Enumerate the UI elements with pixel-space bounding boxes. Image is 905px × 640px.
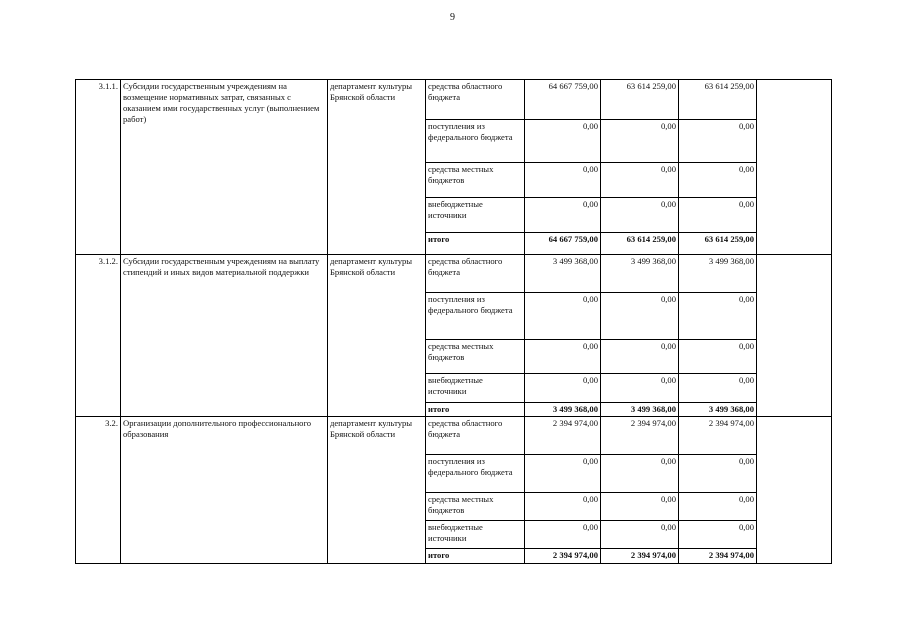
empty-cell (757, 417, 832, 564)
row-code: 3.1.1. (76, 80, 121, 255)
value-cell: 0,00 (525, 163, 601, 198)
value-cell: 3 499 368,00 (679, 255, 757, 293)
source-label: внебюджетные источники (426, 521, 525, 549)
value-cell: 0,00 (601, 521, 679, 549)
value-cell: 2 394 974,00 (679, 417, 757, 455)
row-executor: департамент культуры Брянской области (328, 255, 426, 417)
value-cell: 0,00 (525, 198, 601, 233)
value-cell: 0,00 (679, 521, 757, 549)
value-cell: 0,00 (601, 293, 679, 340)
source-label: средства областного бюджета (426, 417, 525, 455)
value-cell: 0,00 (525, 374, 601, 403)
source-label-total: итого (426, 403, 525, 417)
value-cell: 63 614 259,00 (601, 80, 679, 120)
empty-cell (757, 255, 832, 417)
row-code: 3.2. (76, 417, 121, 564)
total-value-cell: 2 394 974,00 (679, 549, 757, 564)
row-executor: департамент культуры Брянской области (328, 80, 426, 255)
value-cell: 0,00 (679, 120, 757, 163)
value-cell: 0,00 (525, 521, 601, 549)
row-name: Субсидии государственным учреждениям на возмещение нормативных затрат, связанных с оказанием ими государственных услуг (выполнением работ) (121, 80, 328, 255)
value-cell: 2 394 974,00 (601, 417, 679, 455)
total-value-cell: 63 614 259,00 (679, 233, 757, 255)
table-row (76, 417, 832, 455)
source-label: внебюджетные источники (426, 198, 525, 233)
value-cell: 0,00 (679, 340, 757, 374)
value-cell: 0,00 (525, 340, 601, 374)
value-cell: 0,00 (679, 493, 757, 521)
value-cell: 0,00 (601, 455, 679, 493)
value-cell: 63 614 259,00 (679, 80, 757, 120)
value-cell: 0,00 (679, 163, 757, 198)
source-label-total: итого (426, 233, 525, 255)
source-label: средства областного бюджета (426, 255, 525, 293)
value-cell: 0,00 (679, 374, 757, 403)
value-cell: 0,00 (601, 493, 679, 521)
table-row (76, 255, 832, 293)
source-label: средства местных бюджетов (426, 163, 525, 198)
value-cell: 0,00 (525, 293, 601, 340)
total-value-cell: 3 499 368,00 (679, 403, 757, 417)
page-number: 9 (450, 12, 455, 23)
row-name: Субсидии государственным учреждениям на выплату стипендий и иных видов материальной поддержки (121, 255, 328, 417)
table-row (76, 80, 832, 120)
source-label: средства местных бюджетов (426, 340, 525, 374)
value-cell: 2 394 974,00 (525, 417, 601, 455)
value-cell: 0,00 (601, 340, 679, 374)
row-code: 3.1.2. (76, 255, 121, 417)
source-label: поступления из федерального бюджета (426, 455, 525, 493)
source-label: средства областного бюджета (426, 80, 525, 120)
total-value-cell: 2 394 974,00 (525, 549, 601, 564)
source-label: поступления из федерального бюджета (426, 293, 525, 340)
value-cell: 0,00 (601, 163, 679, 198)
row-executor: департамент культуры Брянской области (328, 417, 426, 564)
total-value-cell: 64 667 759,00 (525, 233, 601, 255)
value-cell: 0,00 (679, 198, 757, 233)
total-value-cell: 63 614 259,00 (601, 233, 679, 255)
empty-cell (757, 80, 832, 255)
value-cell: 0,00 (525, 455, 601, 493)
source-label: поступления из федерального бюджета (426, 120, 525, 163)
value-cell: 3 499 368,00 (525, 255, 601, 293)
total-value-cell: 3 499 368,00 (525, 403, 601, 417)
value-cell: 0,00 (525, 493, 601, 521)
row-name: Организации дополнительного профессионального образования (121, 417, 328, 564)
value-cell: 64 667 759,00 (525, 80, 601, 120)
value-cell: 0,00 (601, 374, 679, 403)
value-cell: 0,00 (679, 455, 757, 493)
total-value-cell: 3 499 368,00 (601, 403, 679, 417)
value-cell: 3 499 368,00 (601, 255, 679, 293)
source-label: средства местных бюджетов (426, 493, 525, 521)
value-cell: 0,00 (679, 293, 757, 340)
value-cell: 0,00 (601, 198, 679, 233)
source-label: внебюджетные источники (426, 374, 525, 403)
source-label-total: итого (426, 549, 525, 564)
value-cell: 0,00 (601, 120, 679, 163)
budget-table (75, 79, 832, 564)
total-value-cell: 2 394 974,00 (601, 549, 679, 564)
value-cell: 0,00 (525, 120, 601, 163)
